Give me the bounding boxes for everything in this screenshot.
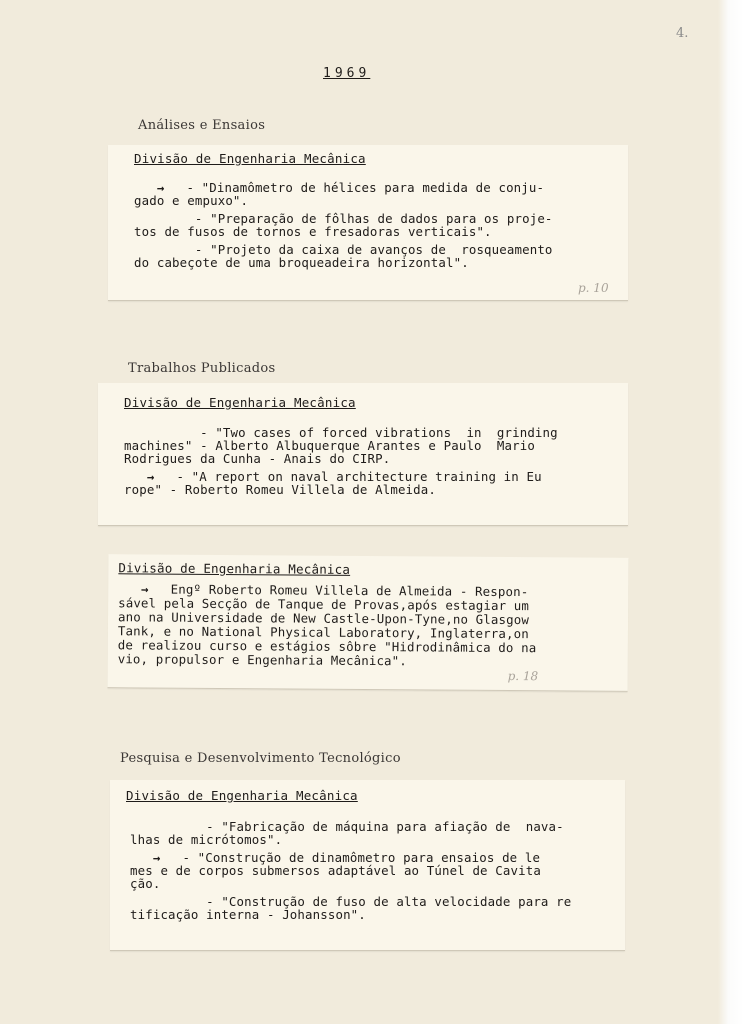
clipping-paragraph	[134, 243, 553, 269]
clipping-paragraph	[134, 212, 553, 238]
clipping-paragraph	[118, 582, 537, 669]
margin-note: p. 18	[507, 668, 539, 684]
section-analises: Análises e Ensaios	[138, 118, 266, 133]
text-line: - "Fabricação de máquina para afiação de nava-	[130, 819, 564, 834]
clipping-paragraph	[130, 851, 571, 890]
year-heading: 1969	[323, 66, 371, 81]
clipping	[98, 383, 628, 526]
clipping-heading: Divisão de Engenharia Mecânica	[124, 395, 356, 410]
text-line: lhas de micrótomos".	[130, 832, 283, 847]
clipping-paragraph	[134, 181, 553, 207]
clipping-paragraph	[124, 426, 558, 465]
section-pesquisa: Pesquisa e Desenvolvimento Tecnológico	[120, 751, 401, 766]
text-line: Tank, e no National Physical Laboratory, Inglaterra,on	[117, 623, 529, 642]
clipping	[108, 554, 629, 692]
text-line: ano na Universidade de New Castle-Upon-Tyne,no Glasgow	[117, 609, 530, 628]
text-line: mes e de corpos submersos adaptável ao Túnel de Cavita	[130, 863, 541, 878]
section-trabalhos: Trabalhos Publicados	[128, 361, 276, 376]
arrow-icon: →	[152, 850, 161, 865]
clipping-body	[130, 820, 571, 926]
text-line: - "Construção de fuso de alta velocidade para re	[130, 894, 572, 909]
clipping-heading: Divisão de Engenharia Mecânica	[126, 788, 358, 803]
text-line: ção.	[130, 876, 161, 891]
clipping-heading: Divisão de Engenharia Mecânica	[134, 151, 366, 166]
text-line: sável pela Secção de Tanque de Provas,após estagiar um	[118, 595, 530, 614]
text-line: tos de fusos de tornos e fresadoras verticais".	[134, 224, 492, 239]
text-line: - "Projeto da caixa de avanços de rosqueamento	[134, 242, 553, 257]
text-line: → - "Dinamômetro de hélices para medida de conju-	[156, 180, 545, 195]
clipping	[108, 145, 628, 301]
margin-note: p. 10	[578, 281, 609, 295]
text-line: machines" - Alberto Albuquerque Arantes e Paulo Mario	[124, 438, 535, 453]
arrow-icon: →	[146, 469, 155, 484]
text-line: → - "Construção de dinamômetro para ensaios de le	[152, 850, 541, 865]
clipping-body	[124, 426, 558, 501]
text-line: de realizou curso e estágios sôbre "Hidrodinâmica do na	[117, 637, 537, 656]
text-line: → - "A report on naval architecture training in Eu	[146, 469, 542, 484]
clipping-paragraph	[130, 820, 571, 846]
clipping-heading: Divisão de Engenharia Mecânica	[118, 560, 351, 577]
text-line: vio, propulsor e Engenharia Mecânica".	[117, 651, 407, 669]
page-number: 4.	[676, 26, 689, 41]
text-line: tificação interna - Johansson".	[130, 907, 366, 922]
clipping-body	[118, 582, 537, 674]
page-edge	[718, 0, 744, 1024]
text-line: gado e empuxo".	[134, 193, 249, 208]
arrow-icon: →	[156, 180, 165, 195]
text-line: → Engº Roberto Romeu Villela de Almeida - Respon-	[141, 581, 529, 600]
arrow-icon: →	[141, 581, 149, 597]
text-line: Rodrigues da Cunha - Anais do CIRP.	[124, 451, 391, 466]
text-line: - "Preparação de fôlhas de dados para os proje-	[134, 211, 553, 226]
text-line: rope" - Roberto Romeu Villela de Almeida.	[124, 482, 437, 497]
clipping-paragraph	[124, 470, 558, 496]
text-line: - "Two cases of forced vibrations in grinding	[124, 425, 558, 440]
clipping-paragraph	[130, 895, 571, 921]
clipping	[110, 780, 625, 951]
clipping-body	[134, 181, 553, 274]
text-line: do cabeçote de uma broqueadeira horizontal".	[134, 255, 469, 270]
